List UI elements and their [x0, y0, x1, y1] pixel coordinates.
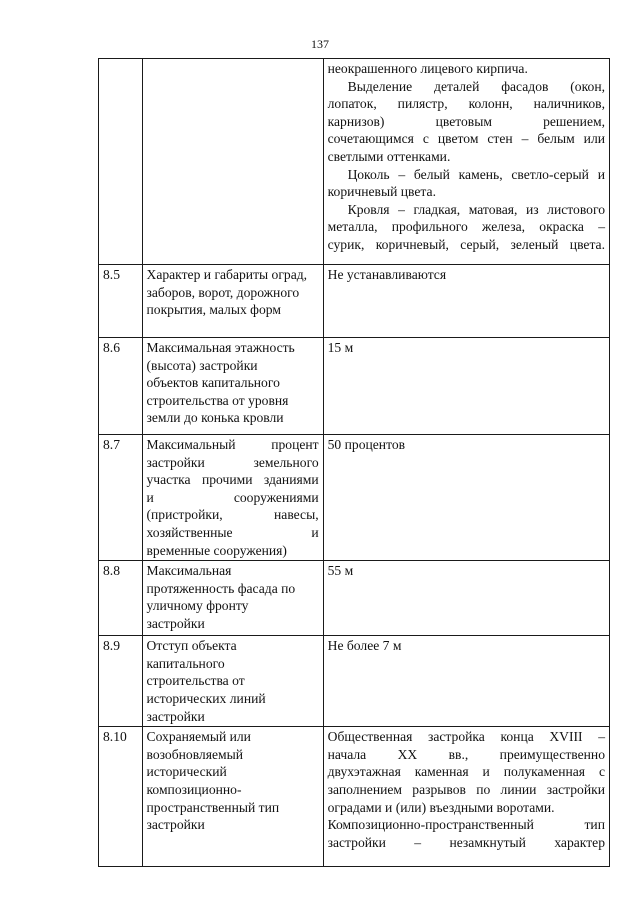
value-line: начала XX вв., преимущественно: [327, 746, 605, 762]
value-line: лопаток, пилястр, колонн, наличников,: [327, 96, 605, 112]
parameter-value-cell: [323, 59, 609, 265]
value-line: сочетающимся с цветом стен – белым или: [327, 131, 605, 147]
name-line: уличному фронту: [146, 598, 249, 614]
parameter-name-cell: [142, 265, 323, 338]
table-row: [99, 59, 610, 265]
table-row: [99, 561, 610, 636]
name-line: исторических линий: [146, 690, 266, 706]
regulations-table: [98, 58, 610, 867]
parameter-name-cell: [142, 59, 323, 265]
parameter-value-cell: 15 м: [323, 338, 609, 435]
row-number-cell: 8.9: [99, 636, 143, 727]
name-line: объектов капитального: [146, 375, 280, 391]
name-line: пространственный тип: [146, 799, 280, 815]
parameter-name-cell: [142, 561, 323, 636]
name-line: застройки: [146, 708, 205, 724]
name-line: возобновляемый: [146, 746, 244, 762]
name-line: Максимальная: [146, 563, 232, 579]
parameter-value-cell: Не более 7 м: [323, 636, 609, 727]
parameter-value-cell: 55 м: [323, 561, 609, 636]
name-line: протяженность фасада по: [146, 580, 296, 596]
name-line: Максимальный процент: [146, 437, 319, 452]
value-line: оградами и (или) въездными воротами.: [327, 799, 555, 815]
name-line: строительства от: [146, 673, 245, 689]
name-line: покрытия, малых форм: [146, 302, 281, 318]
name-line: исторический: [146, 764, 227, 780]
parameter-name-cell: [142, 636, 323, 727]
row-number-cell: 8.8: [99, 561, 143, 636]
name-line: (высота) застройки: [146, 357, 258, 373]
value-line: карнизов) цветовым решением,: [327, 113, 605, 129]
parameter-name-cell: [142, 435, 323, 561]
name-line: Характер и габариты оград,: [146, 267, 308, 282]
value-line: металла, профильного железа, окраска –: [327, 219, 605, 235]
name-line: земли до конька кровли: [146, 410, 284, 426]
row-number-cell: 8.10: [99, 727, 143, 867]
value-line: двухэтажная каменная и полукаменная с: [327, 764, 605, 780]
parameter-value-cell: 50 процентов: [323, 435, 609, 561]
row-number-cell: 8.6: [99, 338, 143, 435]
page-number: 137: [311, 37, 329, 51]
table-row: [99, 727, 610, 867]
parameter-value-cell: [323, 727, 609, 867]
parameter-name-cell: [142, 338, 323, 435]
table-row: [99, 265, 610, 338]
name-line: строительства от уровня: [146, 392, 289, 408]
value-line: заполнением разрывов по линии застройки: [327, 781, 605, 797]
name-line: застройки земельного: [146, 454, 319, 470]
name-line: капитального: [146, 655, 225, 671]
name-line: Отступ объекта: [146, 638, 237, 654]
row-number-cell: [99, 59, 143, 265]
name-line: (пристройки, навесы,: [146, 507, 319, 523]
name-line: застройки: [146, 817, 205, 833]
name-line: Сохраняемый или: [146, 729, 251, 745]
row-number-cell: 8.7: [99, 435, 143, 561]
name-line: и сооружениями: [146, 489, 319, 505]
name-line: временные сооружения): [146, 542, 287, 558]
name-line: участка прочими зданиями: [146, 472, 319, 488]
name-line: Максимальная этажность: [146, 340, 295, 355]
name-line: заборов, ворот, дорожного: [146, 284, 300, 300]
name-line: композиционно-: [146, 781, 242, 797]
name-line: застройки: [146, 615, 205, 631]
table-row: [99, 338, 610, 435]
parameter-name-cell: [142, 727, 323, 867]
value-line: коричневый цвета.: [327, 184, 436, 200]
value-line: неокрашенного лицевого кирпича.: [327, 61, 528, 76]
row-number-cell: 8.5: [99, 265, 143, 338]
table-row: [99, 636, 610, 727]
value-line: Общественная застройка конца XVIII –: [327, 729, 605, 745]
parameter-value-cell: Не устанавливаются: [323, 265, 609, 338]
name-line: хозяйственные и: [146, 524, 319, 540]
value-line: Цоколь – белый камень, светло-серый и: [347, 166, 605, 182]
table-row: [99, 435, 610, 561]
value-line: Выделение деталей фасадов (окон,: [347, 78, 605, 94]
value-line: застройки – незамкнутый характер: [327, 834, 605, 850]
value-line: Кровля – гладкая, матовая, из листового: [347, 201, 605, 217]
value-line: светлыми оттенками.: [327, 148, 451, 164]
value-line: сурик, коричневый, серый, зеленый цвета.: [327, 236, 605, 252]
value-line: Композиционно-пространственный тип: [327, 817, 605, 833]
